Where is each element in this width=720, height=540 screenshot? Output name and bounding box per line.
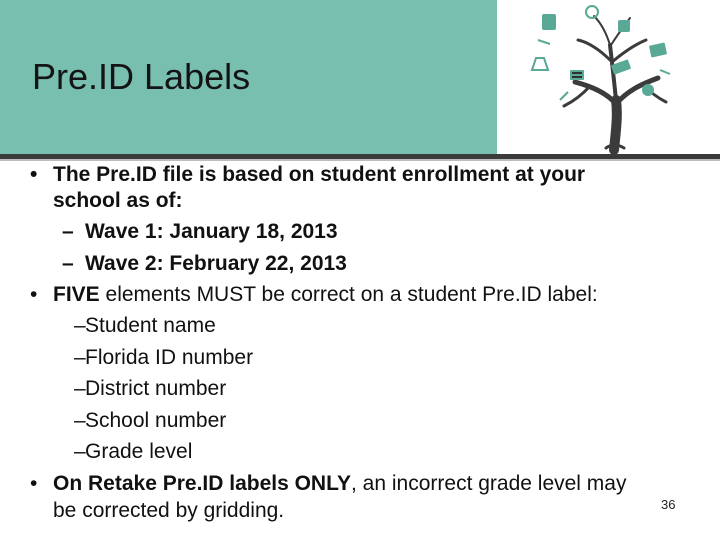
sub-item-wave-1: Wave 1: January 18, 2013 (85, 220, 338, 243)
sub-dash: – (74, 440, 86, 463)
pencil-icon (560, 92, 568, 100)
slide-title: Pre.ID Labels (32, 56, 251, 97)
math-icon (570, 70, 584, 80)
sub-item-florida-id: Florida ID number (85, 346, 254, 369)
bullet-1-text-line1: The Pre.ID file is based on student enrollment at your (53, 163, 586, 186)
slide-number: 36 (661, 497, 676, 512)
sub-dash: – (74, 409, 86, 432)
calculator-icon (542, 14, 556, 30)
sub-dash: – (62, 252, 74, 275)
tree-logo-icon (520, 0, 720, 155)
bullet-marker: • (30, 283, 38, 306)
bullet-3-text-line2: be corrected by gridding. (53, 499, 285, 522)
bullet-marker: • (30, 472, 38, 495)
book-icon (649, 42, 667, 57)
bullet-1-text-line2: school as of: (53, 189, 183, 212)
sub-item-district-number: District number (85, 377, 227, 400)
bullet-3-text-line1 (53, 471, 626, 497)
sub-item-school-number: School number (85, 409, 227, 432)
bullet-3-emphasis: On Retake Pre.ID labels ONLY (53, 472, 352, 495)
sub-item-grade-level: Grade level (85, 440, 193, 463)
bullet-2-rest: elements MUST be correct on a student Pre.ID label: (99, 283, 598, 306)
sub-dash: – (62, 220, 74, 243)
bullet-1 (30, 162, 37, 188)
globe-icon (642, 84, 654, 96)
bullet-3 (30, 471, 37, 497)
sub-dash: – (74, 346, 86, 369)
bullet-marker: • (30, 163, 38, 186)
bullet-2-text (53, 282, 598, 308)
bullet-2 (30, 282, 37, 308)
sub-item-wave-2: Wave 2: February 22, 2013 (85, 252, 347, 275)
sub-item-student-name: Student name (85, 314, 216, 337)
bullet-3-rest: , an incorrect grade level may (351, 472, 627, 495)
bullet-2-emphasis: FIVE (53, 283, 100, 306)
sub-dash: – (74, 314, 86, 337)
sub-dash: – (74, 377, 86, 400)
header-divider-shadow (0, 159, 720, 161)
microscope-icon (586, 6, 598, 18)
flask-icon (532, 58, 548, 70)
puzzle-icon (618, 20, 630, 32)
